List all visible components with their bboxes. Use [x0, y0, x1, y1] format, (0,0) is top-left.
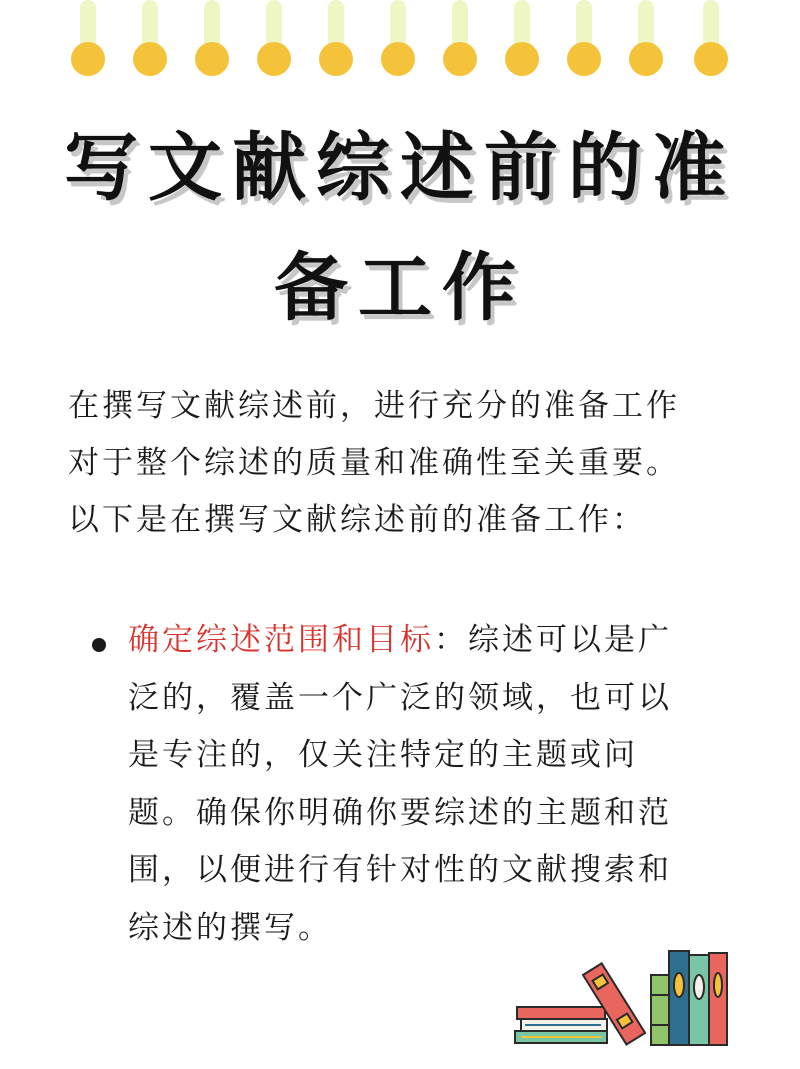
- page-title-line-1: 写文献综述前的准: [64, 125, 736, 211]
- intro-paragraph: [68, 378, 748, 549]
- ring-icon: [567, 0, 601, 78]
- bullet-text: [128, 612, 728, 957]
- ring-icon: [505, 0, 539, 78]
- bullet-line: 是专注的，仅关注特定的主题或问: [128, 737, 638, 773]
- ring-icon: [443, 0, 477, 78]
- ring-icon: [629, 0, 663, 78]
- ring-icon: [195, 0, 229, 78]
- bullet-first-line-rest: 综述可以是广: [468, 622, 672, 658]
- bullet-heading: 确定综述范围和目标: [128, 622, 434, 658]
- bullet-line: 泛的，覆盖一个广泛的领域，也可以: [128, 679, 672, 716]
- ring-icon: [133, 0, 167, 78]
- intro-line: 在撰写文献综述前，进行充分的准备工作: [68, 388, 680, 424]
- intro-line: 对于整个综述的质量和准确性至关重要。: [68, 445, 680, 481]
- intro-line: 以下是在撰写文献综述前的准备工作：: [68, 502, 646, 538]
- bullet-first-line: [128, 612, 728, 670]
- bullet-colon: ：: [434, 622, 468, 658]
- bullet-line: 题。确保你明确你要综述的主题和范: [128, 794, 672, 831]
- ring-icon: [71, 0, 105, 78]
- bullet-dot-icon: [92, 638, 106, 652]
- ring-icon: [694, 0, 728, 78]
- page-title-line-2: 备工作: [274, 245, 526, 331]
- ring-icon: [381, 0, 415, 78]
- bullet-line: 综述的撰写。: [128, 909, 332, 946]
- ring-icon: [319, 0, 353, 78]
- binder-rings: [0, 0, 800, 80]
- books-illustration-icon: [505, 945, 735, 1050]
- bullet-line: 围，以便进行有针对性的文献搜索和: [128, 852, 672, 888]
- ring-icon: [257, 0, 291, 78]
